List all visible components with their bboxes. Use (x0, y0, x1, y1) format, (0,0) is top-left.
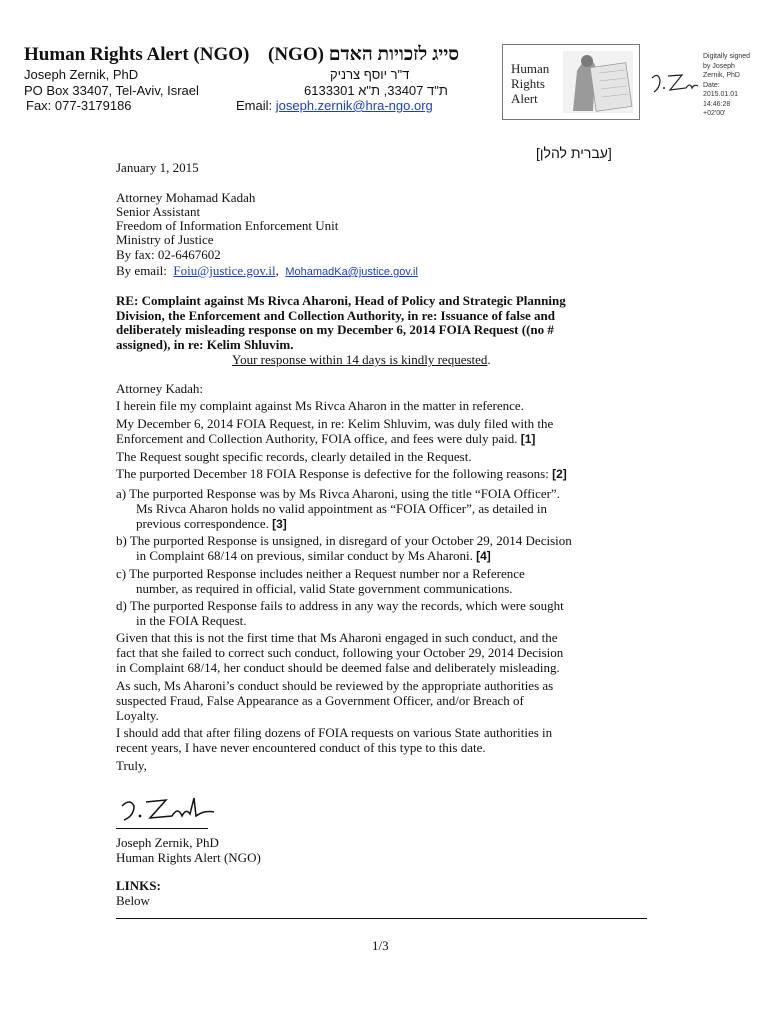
paragraph-line: Loyalty. (116, 708, 159, 723)
sig-note-line: by Joseph (703, 62, 735, 70)
sig-note-line: 14:46:28 (703, 100, 731, 108)
org-name-hebrew: (NGO) סייג לזכויות האדם (268, 44, 460, 65)
paragraph-line: recent years, I have never encountered conduct of this type to this date. (116, 740, 486, 755)
logo-word-2: Rights (511, 76, 545, 91)
item-d-line: in the FOIA Request. (136, 613, 247, 628)
logo-word-1: Human (511, 61, 550, 76)
address-hebrew: ת"ד 33407, ת"א 6133301 (304, 83, 448, 98)
sig-note-line: Zernik, PhD (703, 72, 740, 79)
recipient-email-1[interactable]: Foiu@justice.gov.il (173, 263, 276, 278)
sig-note-line: Date: (703, 81, 720, 89)
body-line-text: The purported December 18 FOIA Response is defective for the following reasons: (116, 466, 549, 481)
author-name-hebrew: ד"ר יוסף צרניק (330, 67, 410, 82)
digital-signature-note (703, 52, 765, 119)
links-heading: LINKS: (116, 878, 161, 893)
paragraph-line: fact that she failed to correct such conduct, following your October 29, 2014 Decision (116, 645, 564, 660)
letter-date: January 1, 2015 (116, 160, 199, 175)
paragraph-line: I should add that after filing dozens of FOIA requests on various State authorities in (116, 725, 553, 740)
item-a-text: previous correspondence. (136, 516, 269, 531)
item-a-line: a) The purported Response was by Ms Rivca Aharoni, using the title “FOIA Officer”. (116, 486, 560, 501)
item-c-line: number, as required in official, valid State government communications. (136, 581, 513, 596)
handwritten-signature (116, 790, 218, 826)
body-line: My December 6, 2014 FOIA Request, in re: Kelim Shluvim, was duly filed with the (116, 416, 554, 431)
logo-image (563, 51, 633, 113)
item-b-line (136, 548, 491, 564)
response-request-text: Your response within 14 days is kindly requested (232, 352, 488, 367)
hebrew-version-note: [עברית להלן] (536, 145, 612, 161)
recipient-email-2[interactable]: MohamadKa@justice.gov.il (285, 266, 418, 278)
item-d-line: d) The purported Response fails to address in any way the records, which were sought (116, 598, 564, 613)
email-line (236, 98, 433, 113)
recipient-unit: Freedom of Information Enforcement Unit (116, 218, 339, 233)
fax-number: Fax: 077-3179186 (26, 98, 132, 113)
recipient-name: Attorney Mohamad Kadah (116, 190, 256, 205)
item-b-line: b) The purported Response is unsigned, in disregard of your October 29, 2014 Decision (116, 533, 572, 548)
footnote-ref-1[interactable]: [1] (520, 432, 536, 446)
signature-line (116, 828, 208, 829)
re-line-3: deliberately misleading response on my December 6, 2014 FOIA Request ((no # (116, 322, 554, 337)
logo-word-3: Alert (511, 91, 538, 106)
footnote-ref-4[interactable]: [4] (476, 549, 491, 563)
recipient-fax: By fax: 02-6467602 (116, 247, 221, 262)
recipient-email-line: By email: Foiu@justice.gov.il, MohamadKa@justice.gov.il (116, 263, 418, 278)
item-a-line (136, 516, 287, 532)
salutation: Attorney Kadah: (116, 381, 204, 396)
signer-org: Human Rights Alert (NGO) (116, 850, 261, 865)
author-name: Joseph Zernik, PhD (24, 67, 139, 82)
body-line: The Request sought specific records, clearly detailed in the Request. (116, 449, 472, 464)
org-name-english: Human Rights Alert (NGO) (24, 44, 250, 65)
paragraph-line: suspected Fraud, False Appearance as a Government Officer, and/or Breach of (116, 693, 524, 708)
response-request: Your response within 14 days is kindly requested. (232, 352, 491, 367)
paragraph-line: As such, Ms Aharoni’s conduct should be reviewed by the appropriate authorities as (116, 678, 554, 693)
body-line (116, 466, 567, 482)
email-link[interactable]: joseph.zernik@hra-ngo.org (275, 98, 433, 113)
item-b-text: in Complaint 68/14 on previous, similar conduct by Ms Aharoni. (136, 548, 473, 563)
sig-note-line: +02'00' (703, 110, 726, 117)
footnote-ref-3[interactable]: [3] (272, 517, 287, 531)
re-line-4: assigned), in re: Kelim Shluvim. (116, 337, 294, 352)
logo-text (511, 61, 549, 106)
recipient-email-label: By email: (116, 263, 167, 278)
signer-name: Joseph Zernik, PhD (116, 835, 219, 850)
paragraph-line: in Complaint 68/14, her conduct should be deemed false and deliberately misleading. (116, 660, 560, 675)
address: PO Box 33407, Tel-Aviv, Israel (24, 83, 199, 98)
sig-note-line: Digitally signed (703, 53, 751, 60)
body-line (116, 431, 535, 447)
item-c-line: c) The purported Response includes neither a Request number nor a Reference (116, 566, 525, 581)
re-line-1: RE: Complaint against Ms Rivca Aharoni, Head of Policy and Strategic Planning (116, 293, 566, 308)
links-text: Below (116, 893, 150, 908)
sig-note-line: 2015.01.01 (703, 91, 739, 98)
closing: Truly, (116, 758, 147, 773)
page-number: 1/3 (372, 938, 389, 953)
paragraph-line: Given that this is not the first time that Ms Aharoni engaged in such conduct, and the (116, 630, 558, 645)
recipient-title: Senior Assistant (116, 204, 201, 219)
digital-signature-scribble (648, 66, 700, 100)
re-line-2: Division, the Enforcement and Collection Authority, in re: Issuance of false and (116, 308, 556, 323)
body-line-text: Enforcement and Collection Authority, FOIA office, and fees were duly paid. (116, 431, 518, 446)
recipient-ministry: Ministry of Justice (116, 232, 214, 247)
horizontal-divider (116, 918, 647, 919)
footnote-ref-2[interactable]: [2] (552, 467, 567, 481)
body-line: I herein file my complaint against Ms Rivca Aharon in the matter in reference. (116, 398, 524, 413)
item-a-line: Ms Rivca Aharon holds no valid appointment as “FOIA Officer”, as detailed in (136, 501, 547, 516)
email-label: Email: (236, 98, 273, 113)
logo (502, 44, 640, 120)
